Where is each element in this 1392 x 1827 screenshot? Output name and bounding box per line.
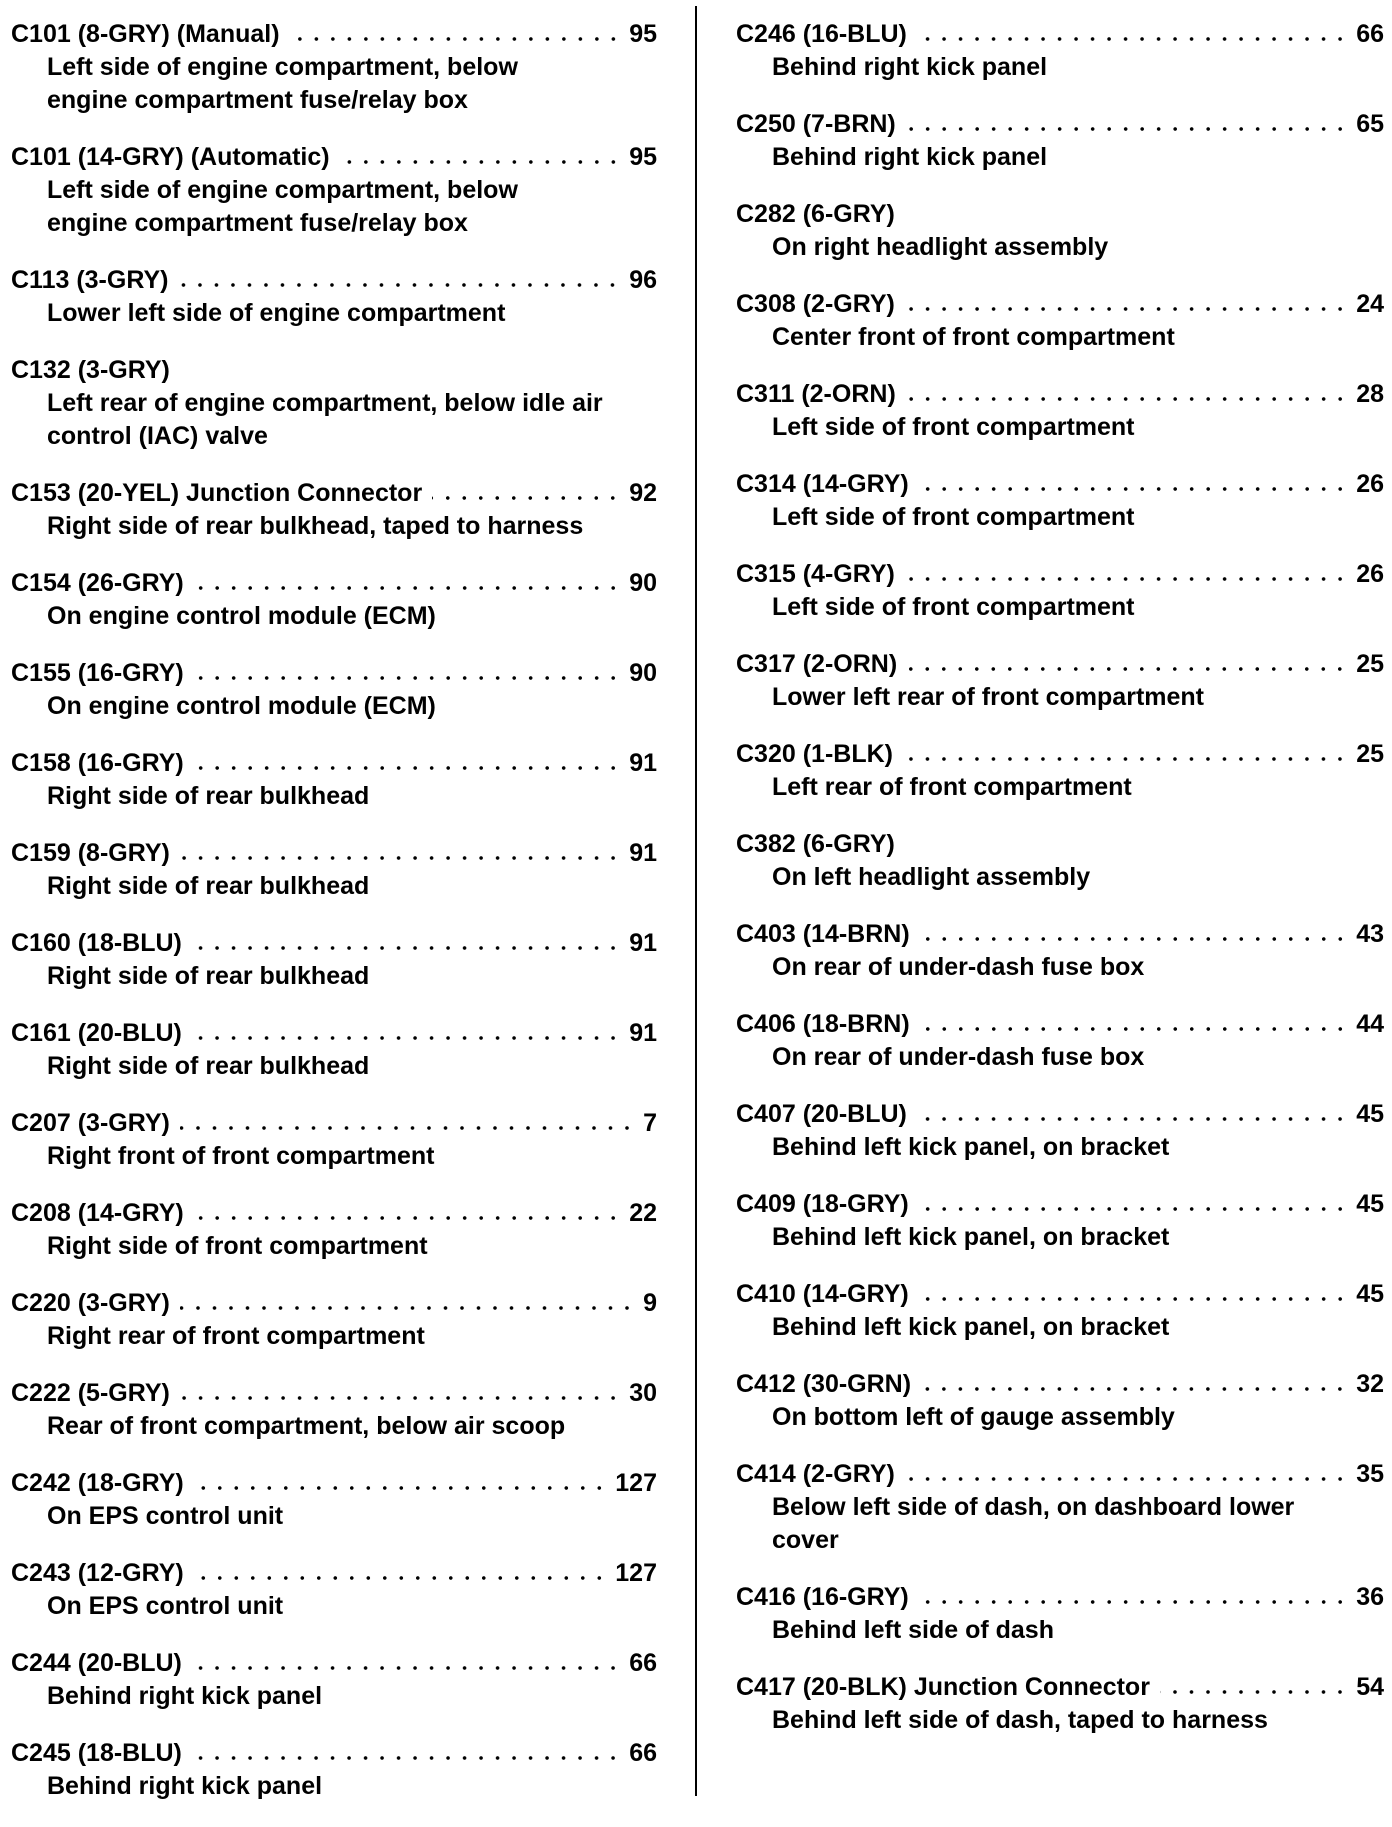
- connector-entry: [11, 927, 657, 993]
- dot-leader: [178, 282, 621, 288]
- connector-location: [11, 690, 657, 723]
- connector-location: [736, 51, 1384, 84]
- connector-entry: [736, 1458, 1384, 1557]
- location-line: Right side of rear bulkhead: [47, 782, 370, 810]
- location-line: On EPS control unit: [47, 1502, 284, 1530]
- connector-heading: [736, 288, 1384, 321]
- connector-location: [11, 870, 657, 903]
- location-line: Left side of front compartment: [772, 503, 1135, 531]
- connector-location: [736, 771, 1384, 804]
- location-line: engine compartment fuse/relay box: [47, 209, 468, 237]
- connector-location: [11, 510, 657, 543]
- connector-heading: [11, 1377, 657, 1410]
- location-line: Right rear of front compartment: [47, 1322, 425, 1350]
- location-line: control (IAC) valve: [47, 422, 268, 450]
- dot-leader: [907, 666, 1348, 672]
- connector-heading: [736, 738, 1384, 771]
- page-number: 7: [643, 1109, 657, 1137]
- page-number: 45: [1356, 1280, 1384, 1308]
- connector-label: C208 (14-GRY): [11, 1199, 184, 1227]
- connector-location: [736, 681, 1384, 714]
- location-line: cover: [772, 1526, 839, 1554]
- connector-entry: [736, 918, 1384, 984]
- dot-leader: [194, 765, 621, 771]
- location-line: Right side of front compartment: [47, 1232, 428, 1260]
- dot-leader: [905, 1476, 1348, 1482]
- connector-heading: [11, 1647, 657, 1680]
- connector-entry: [736, 1581, 1384, 1647]
- location-line: Left side of engine compartment, below: [47, 176, 518, 204]
- connector-label: C417 (20-BLK) Junction Connector: [736, 1673, 1150, 1701]
- page-number: 95: [629, 20, 657, 48]
- dot-leader: [180, 855, 621, 861]
- connector-label: C382 (6-GRY): [736, 830, 895, 858]
- connector-heading: [736, 1278, 1384, 1311]
- connector-location: [736, 1401, 1384, 1434]
- connector-entry: [736, 828, 1384, 894]
- connector-entry: [11, 264, 657, 330]
- page-number: 35: [1356, 1460, 1384, 1488]
- location-line: Lower left rear of front compartment: [772, 683, 1204, 711]
- connector-heading: [736, 918, 1384, 951]
- connector-label: C243 (12-GRY): [11, 1559, 184, 1587]
- connector-label: C132 (3-GRY): [11, 356, 170, 384]
- connector-location: [11, 51, 657, 117]
- connector-heading: [11, 18, 657, 51]
- connector-label: C160 (18-BLU): [11, 929, 182, 957]
- dot-leader: [290, 36, 622, 42]
- page-number: 91: [629, 929, 657, 957]
- connector-label: C311 (2-ORN): [736, 380, 896, 408]
- connector-entry: [736, 1368, 1384, 1434]
- connector-heading: [11, 1017, 657, 1050]
- connector-location: [11, 387, 657, 453]
- connector-heading: [11, 927, 657, 960]
- connector-entry: [736, 1278, 1384, 1344]
- connector-entry: [736, 198, 1384, 264]
- connector-entry: [11, 1737, 657, 1803]
- connector-entry: [736, 558, 1384, 624]
- connector-location: [11, 1140, 657, 1173]
- connector-label: C153 (20-YEL) Junction Connector: [11, 479, 423, 507]
- connector-label: C320 (1-BLK): [736, 740, 893, 768]
- location-line: Left side of front compartment: [772, 593, 1135, 621]
- connector-location: [11, 1770, 657, 1803]
- connector-heading: [736, 18, 1384, 51]
- location-line: Lower left side of engine compartment: [47, 299, 506, 327]
- connector-entry: [11, 1107, 657, 1173]
- connector-entry: [11, 1467, 657, 1533]
- connector-label: C308 (2-GRY): [736, 290, 895, 318]
- dot-leader: [180, 1395, 621, 1401]
- dot-leader: [432, 495, 621, 501]
- dot-leader: [919, 1296, 1348, 1302]
- location-line: Behind right kick panel: [47, 1772, 323, 1800]
- connector-heading: [11, 1287, 657, 1320]
- connector-label: C409 (18-GRY): [736, 1190, 909, 1218]
- page-number: 36: [1356, 1583, 1384, 1611]
- connector-location: [736, 1491, 1384, 1557]
- page-number: 26: [1356, 560, 1384, 588]
- connector-label: C158 (16-GRY): [11, 749, 184, 777]
- page-number: 91: [629, 749, 657, 777]
- connector-location: [11, 1590, 657, 1623]
- connector-location: [11, 174, 657, 240]
- connector-label: C222 (5-GRY): [11, 1379, 170, 1407]
- location-line: engine compartment fuse/relay box: [47, 86, 468, 114]
- connector-heading: [11, 477, 657, 510]
- connector-label: C159 (8-GRY): [11, 839, 170, 867]
- location-line: On rear of under-dash fuse box: [772, 953, 1145, 981]
- connector-heading: [736, 1368, 1384, 1401]
- dot-leader: [1160, 1689, 1348, 1695]
- location-line: Behind right kick panel: [772, 143, 1048, 171]
- connector-heading: [11, 1557, 657, 1590]
- connector-label: C244 (20-BLU): [11, 1649, 182, 1677]
- connector-location: [11, 1410, 657, 1443]
- dot-leader: [920, 936, 1349, 942]
- dot-leader: [903, 756, 1348, 762]
- connector-entry: [11, 1557, 657, 1623]
- dot-leader: [919, 486, 1348, 492]
- connector-heading: [736, 198, 1384, 231]
- connector-location: [736, 231, 1384, 264]
- connector-label: C315 (4-GRY): [736, 560, 895, 588]
- connector-location: [736, 321, 1384, 354]
- connector-location: [736, 591, 1384, 624]
- connector-location: [736, 1041, 1384, 1074]
- connector-heading: [736, 1188, 1384, 1221]
- location-line: Right side of rear bulkhead: [47, 962, 370, 990]
- connector-index-right-column: [736, 18, 1384, 1761]
- connector-label: C101 (14-GRY) (Automatic): [11, 143, 330, 171]
- dot-leader: [192, 945, 621, 951]
- location-line: Behind left side of dash: [772, 1616, 1054, 1644]
- connector-entry: [736, 108, 1384, 174]
- page-number: 66: [629, 1739, 657, 1767]
- connector-entry: [11, 747, 657, 813]
- connector-label: C113 (3-GRY): [11, 266, 169, 294]
- page-number: 25: [1356, 650, 1384, 678]
- connector-heading: [736, 468, 1384, 501]
- page-number: 30: [629, 1379, 657, 1407]
- connector-label: C416 (16-GRY): [736, 1583, 909, 1611]
- dot-leader: [192, 1755, 621, 1761]
- connector-entry: [11, 141, 657, 240]
- connector-location: [736, 501, 1384, 534]
- connector-label: C403 (14-BRN): [736, 920, 910, 948]
- connector-heading: [736, 1581, 1384, 1614]
- connector-label: C407 (20-BLU): [736, 1100, 907, 1128]
- page-number: 22: [629, 1199, 657, 1227]
- dot-leader: [192, 1035, 621, 1041]
- connector-entry: [736, 468, 1384, 534]
- location-line: Behind left kick panel, on bracket: [772, 1313, 1170, 1341]
- connector-heading: [11, 1467, 657, 1500]
- location-line: Rear of front compartment, below air scoop: [47, 1412, 566, 1440]
- connector-heading: [11, 264, 657, 297]
- location-line: On engine control module (ECM): [47, 692, 436, 720]
- location-line: Behind right kick panel: [772, 53, 1048, 81]
- connector-heading: [11, 657, 657, 690]
- page-number: 66: [629, 1649, 657, 1677]
- location-line: On EPS control unit: [47, 1592, 284, 1620]
- page-number: 44: [1356, 1010, 1384, 1038]
- location-line: On rear of under-dash fuse box: [772, 1043, 1145, 1071]
- connector-location: [736, 141, 1384, 174]
- dot-leader: [194, 1215, 621, 1221]
- location-line: Left side of front compartment: [772, 413, 1135, 441]
- connector-heading: [736, 1671, 1384, 1704]
- page-number: 26: [1356, 470, 1384, 498]
- page-number: 25: [1356, 740, 1384, 768]
- dot-leader: [192, 1665, 621, 1671]
- connector-entry: [11, 18, 657, 117]
- location-line: Below left side of dash, on dashboard lower: [772, 1493, 1295, 1521]
- connector-location: [11, 297, 657, 330]
- connector-label: C282 (6-GRY): [736, 200, 895, 228]
- location-line: Left rear of front compartment: [772, 773, 1132, 801]
- connector-heading: [736, 828, 1384, 861]
- connector-heading: [11, 354, 657, 387]
- page-number: 24: [1356, 290, 1384, 318]
- connector-label: C412 (30-GRN): [736, 1370, 912, 1398]
- connector-location: [736, 411, 1384, 444]
- page-number: 32: [1356, 1370, 1384, 1398]
- connector-location: [11, 960, 657, 993]
- connector-heading: [736, 1098, 1384, 1131]
- page-number: 92: [629, 479, 657, 507]
- page-number: 45: [1356, 1100, 1384, 1128]
- location-line: Behind right kick panel: [47, 1682, 323, 1710]
- dot-leader: [920, 1026, 1349, 1032]
- connector-location: [736, 1131, 1384, 1164]
- dot-leader: [906, 126, 1348, 132]
- connector-heading: [11, 141, 657, 174]
- page-number: 66: [1356, 20, 1384, 48]
- dot-leader: [180, 1305, 635, 1311]
- connector-location: [736, 1704, 1384, 1737]
- connector-entry: [11, 837, 657, 903]
- location-line: On bottom left of gauge assembly: [772, 1403, 1175, 1431]
- connector-label: C155 (16-GRY): [11, 659, 184, 687]
- location-line: Behind left kick panel, on bracket: [772, 1133, 1170, 1161]
- location-line: Left rear of engine compartment, below idle air: [47, 389, 603, 417]
- dot-leader: [921, 1386, 1348, 1392]
- connector-heading: [736, 558, 1384, 591]
- page-number: 91: [629, 839, 657, 867]
- location-line: Left side of engine compartment, below: [47, 53, 518, 81]
- connector-entry: [736, 378, 1384, 444]
- connector-location: [736, 1614, 1384, 1647]
- connector-location: [11, 1230, 657, 1263]
- page-number: 90: [629, 569, 657, 597]
- connector-heading: [11, 1737, 657, 1770]
- connector-label: C246 (16-BLU): [736, 20, 907, 48]
- dot-leader: [919, 1206, 1348, 1212]
- connector-entry: [736, 1188, 1384, 1254]
- location-line: On right headlight assembly: [772, 233, 1109, 261]
- connector-heading: [736, 378, 1384, 411]
- connector-label: C220 (3-GRY): [11, 1289, 170, 1317]
- connector-entry: [11, 1197, 657, 1263]
- connector-heading: [736, 1008, 1384, 1041]
- connector-entry: [11, 354, 657, 453]
- connector-heading: [11, 837, 657, 870]
- connector-heading: [11, 567, 657, 600]
- connector-entry: [736, 288, 1384, 354]
- connector-location: [11, 1050, 657, 1083]
- connector-location: [11, 1500, 657, 1533]
- connector-location: [11, 780, 657, 813]
- dot-leader: [194, 1485, 608, 1491]
- dot-leader: [919, 1599, 1348, 1605]
- page-number: 28: [1356, 380, 1384, 408]
- connector-entry: [736, 1671, 1384, 1737]
- connector-label: C410 (14-GRY): [736, 1280, 909, 1308]
- connector-label: C414 (2-GRY): [736, 1460, 895, 1488]
- dot-leader: [194, 1575, 608, 1581]
- connector-label: C314 (14-GRY): [736, 470, 909, 498]
- connector-entry: [736, 1098, 1384, 1164]
- connector-entry: [11, 1017, 657, 1083]
- dot-leader: [917, 1116, 1348, 1122]
- connector-label: C317 (2-ORN): [736, 650, 898, 678]
- connector-entry: [736, 648, 1384, 714]
- dot-leader: [906, 396, 1348, 402]
- connector-label: C245 (18-BLU): [11, 1739, 182, 1767]
- page-number: 65: [1356, 110, 1384, 138]
- connector-location: [736, 1311, 1384, 1344]
- connector-location: [11, 600, 657, 633]
- location-line: Center front of front compartment: [772, 323, 1175, 351]
- page-number: 127: [615, 1559, 657, 1587]
- connector-location: [736, 861, 1384, 894]
- connector-label: C161 (20-BLU): [11, 1019, 182, 1047]
- location-line: On left headlight assembly: [772, 863, 1091, 891]
- connector-label: C207 (3-GRY): [11, 1109, 170, 1137]
- page-number: 90: [629, 659, 657, 687]
- connector-entry: [11, 567, 657, 633]
- connector-entry: [11, 1287, 657, 1353]
- location-line: Behind left kick panel, on bracket: [772, 1223, 1170, 1251]
- dot-leader: [194, 675, 621, 681]
- dot-leader: [180, 1125, 635, 1131]
- page-number: 96: [629, 266, 657, 294]
- page-number: 45: [1356, 1190, 1384, 1218]
- connector-label: C250 (7-BRN): [736, 110, 896, 138]
- connector-entry: [736, 18, 1384, 84]
- connector-location: [736, 951, 1384, 984]
- connector-heading: [736, 648, 1384, 681]
- connector-entry: [736, 738, 1384, 804]
- location-line: On engine control module (ECM): [47, 602, 436, 630]
- connector-index-left-column: [11, 18, 657, 1827]
- dot-leader: [340, 159, 622, 165]
- page-number: 9: [643, 1289, 657, 1317]
- dot-leader: [905, 306, 1348, 312]
- connector-heading: [736, 1458, 1384, 1491]
- connector-entry: [11, 1377, 657, 1443]
- page-number: 91: [629, 1019, 657, 1047]
- connector-entry: [11, 1647, 657, 1713]
- connector-heading: [736, 108, 1384, 141]
- connector-heading: [11, 747, 657, 780]
- page-number: 54: [1356, 1673, 1384, 1701]
- location-line: Behind left side of dash, taped to harness: [772, 1706, 1268, 1734]
- connector-label: C242 (18-GRY): [11, 1469, 184, 1497]
- page-number: 95: [629, 143, 657, 171]
- dot-leader: [905, 576, 1348, 582]
- page-number: 127: [615, 1469, 657, 1497]
- location-line: Right side of rear bulkhead: [47, 872, 370, 900]
- page-number: 43: [1356, 920, 1384, 948]
- connector-heading: [11, 1197, 657, 1230]
- connector-label: C154 (26-GRY): [11, 569, 184, 597]
- location-line: Right side of rear bulkhead: [47, 1052, 370, 1080]
- connector-location: [11, 1680, 657, 1713]
- connector-entry: [11, 477, 657, 543]
- connector-label: C101 (8-GRY) (Manual): [11, 20, 280, 48]
- connector-entry: [736, 1008, 1384, 1074]
- connector-entry: [11, 657, 657, 723]
- connector-location: [736, 1221, 1384, 1254]
- location-line: Right front of front compartment: [47, 1142, 435, 1170]
- connector-heading: [11, 1107, 657, 1140]
- connector-location: [11, 1320, 657, 1353]
- dot-leader: [917, 36, 1348, 42]
- connector-label: C406 (18-BRN): [736, 1010, 910, 1038]
- column-divider: [695, 6, 697, 1796]
- dot-leader: [194, 585, 621, 591]
- location-line: Right side of rear bulkhead, taped to harness: [47, 512, 584, 540]
